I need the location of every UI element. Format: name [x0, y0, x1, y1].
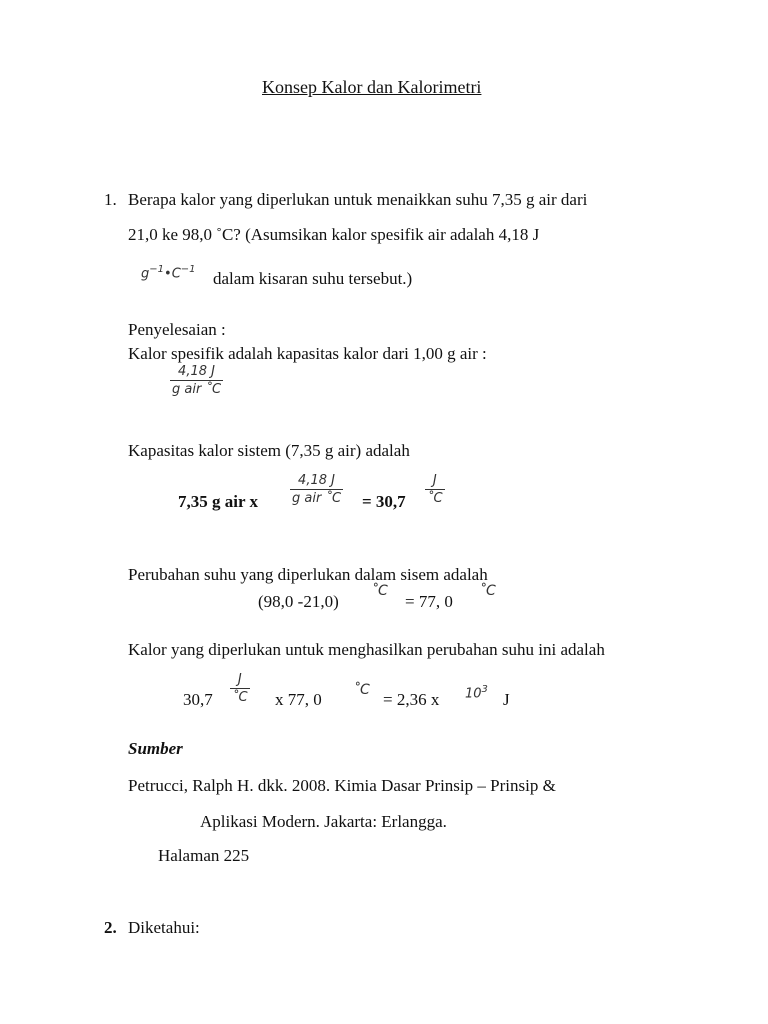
question-1-line-3: dalam kisaran suhu tersebut.): [213, 269, 413, 288]
source-heading: Sumber: [128, 739, 183, 758]
fraction-denominator: g air ˚C: [172, 382, 222, 397]
heat-text: Kalor yang diperlukan untuk menghasilkan perubahan suhu ini adalah: [128, 640, 605, 659]
calc-2-joule: J: [503, 690, 510, 709]
temp-change-text: Perubahan suhu yang diperlukan dalam sisem adalah: [128, 565, 488, 584]
power-exponent: 3: [481, 684, 488, 695]
question-2-number: 2.: [104, 918, 117, 937]
fraction-numerator: 4,18 J: [178, 364, 215, 379]
temp-change-calc: (98,0 -21,0): [258, 592, 339, 611]
calc-1-unit-numerator: J: [432, 473, 437, 488]
calc-2-multiplier: x 77, 0: [275, 690, 322, 709]
specific-heat-fraction: [170, 364, 223, 398]
calc-2-unit-fraction: [230, 672, 250, 706]
calc-2-value: 30,7: [183, 690, 213, 709]
temp-unit-2: ˚C: [479, 583, 496, 599]
question-1-number: 1.: [104, 190, 117, 209]
unit-expression: [141, 264, 196, 281]
power-base: 10: [465, 686, 482, 702]
calc-2-unit-denominator: ˚C: [232, 690, 248, 705]
calc-1-left: 7,35 g air x: [178, 492, 258, 511]
reference-line-2: Aplikasi Modern. Jakarta: Erlangga.: [200, 812, 447, 831]
unit-c-exponent: −1: [180, 264, 196, 275]
reference-line-1: Petrucci, Ralph H. dkk. 2008. Kimia Dasar Prinsip – Prinsip &: [128, 776, 556, 795]
unit-g: g: [141, 266, 150, 282]
calc-2-unit: ˚C: [353, 682, 370, 698]
temp-unit-1: ˚C: [371, 583, 388, 599]
temp-change-result: = 77, 0: [405, 592, 453, 611]
calc-2-power: [465, 684, 488, 701]
page-title: Konsep Kalor dan Kalorimetri: [262, 77, 482, 97]
calc-2-unit-numerator: J: [237, 672, 242, 687]
calc-1-result: = 30,7: [362, 492, 406, 511]
specific-heat-text: Kalor spesifik adalah kapasitas kalor dari 1,00 g air :: [128, 344, 487, 363]
reference-page: Halaman 225: [158, 846, 250, 865]
capacity-text: Kapasitas kalor sistem (7,35 g air) adalah: [128, 441, 410, 460]
calc-2-result: = 2,36 x: [383, 690, 440, 709]
question-1-line-2: 21,0 ke 98,0 ˚C? (Asumsikan kalor spesifik air adalah 4,18 J: [128, 225, 540, 244]
question-1-line-1: Berapa kalor yang diperlukan untuk menaikkan suhu 7,35 g air dari: [128, 190, 588, 209]
calc-1-fraction: [290, 473, 343, 507]
unit-g-exponent: −1: [149, 264, 165, 275]
calc-1-unit: [425, 473, 445, 507]
question-2-label: Diketahui:: [128, 918, 200, 937]
unit-dot: •: [164, 266, 172, 282]
calc-1-unit-denominator: ˚C: [427, 491, 443, 506]
solution-heading: Penyelesaian :: [128, 320, 226, 339]
calc-1-fraction-denominator: g air ˚C: [292, 491, 342, 506]
calc-1-fraction-numerator: 4,18 J: [298, 473, 335, 488]
unit-c: C: [171, 266, 181, 282]
